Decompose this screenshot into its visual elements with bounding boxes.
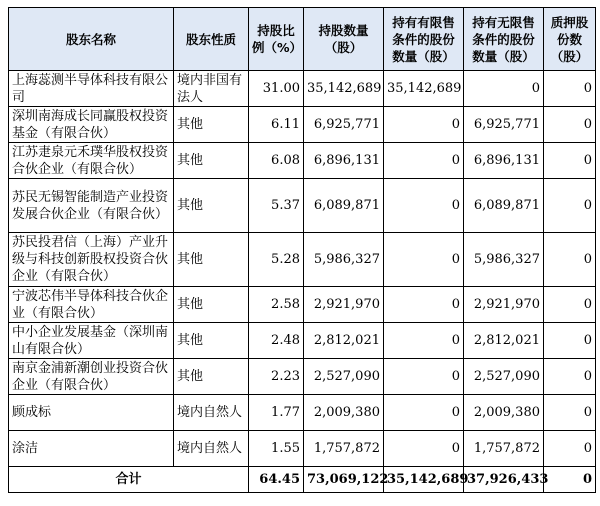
- total-holding-ratio: 64.45: [249, 467, 304, 493]
- table-row: [9, 71, 596, 107]
- pledged-shares: 0: [544, 71, 596, 107]
- table-row: [9, 323, 596, 359]
- holding-ratio: 5.37: [249, 179, 304, 233]
- shareholder-type: 其他: [174, 179, 249, 233]
- pledged-shares: 0: [544, 395, 596, 431]
- restricted-shares: 0: [384, 359, 464, 395]
- restricted-shares: 0: [384, 143, 464, 179]
- shareholder-name: 苏民投君信（上海）产业升级与科技创新股权投资合伙企业（有限合伙）: [9, 233, 174, 287]
- header-shareholder-name: 股东名称: [9, 8, 174, 71]
- share-count: 5,986,327: [304, 233, 384, 287]
- pledged-shares: 0: [544, 143, 596, 179]
- restricted-shares: 0: [384, 107, 464, 143]
- pledged-shares: 0: [544, 107, 596, 143]
- restricted-shares: 0: [384, 431, 464, 467]
- holding-ratio: 2.48: [249, 323, 304, 359]
- shareholder-type: 境内自然人: [174, 431, 249, 467]
- shareholder-name: 江苏疌泉元禾璞华股权投资合伙企业（有限合伙）: [9, 143, 174, 179]
- table-row: [9, 287, 596, 323]
- unrestricted-shares: 6,925,771: [464, 107, 544, 143]
- restricted-shares: 0: [384, 179, 464, 233]
- share-count: 2,921,970: [304, 287, 384, 323]
- restricted-shares: 35,142,689: [384, 71, 464, 107]
- header-pledged-shares: 质押股份数（股）: [544, 8, 596, 71]
- total-label: 合计: [9, 467, 249, 493]
- unrestricted-shares: 2,921,970: [464, 287, 544, 323]
- shareholder-name: 中小企业发展基金（深圳南山有限合伙）: [9, 323, 174, 359]
- pledged-shares: 0: [544, 359, 596, 395]
- pledged-shares: 0: [544, 323, 596, 359]
- shareholder-type: 其他: [174, 323, 249, 359]
- unrestricted-shares: 6,896,131: [464, 143, 544, 179]
- unrestricted-shares: 5,986,327: [464, 233, 544, 287]
- table-row: [9, 107, 596, 143]
- table-row: [9, 359, 596, 395]
- unrestricted-shares: 2,527,090: [464, 359, 544, 395]
- shareholder-type: 境内非国有法人: [174, 71, 249, 107]
- holding-ratio: 1.55: [249, 431, 304, 467]
- unrestricted-shares: 2,812,021: [464, 323, 544, 359]
- pledged-shares: 0: [544, 179, 596, 233]
- shareholder-type: 其他: [174, 107, 249, 143]
- total-share-count: 73,069,122: [304, 467, 384, 493]
- shareholder-name: 上海蕊测半导体科技有限公司: [9, 71, 174, 107]
- holding-ratio: 6.11: [249, 107, 304, 143]
- total-unrestricted-shares: 37,926,433: [464, 467, 544, 493]
- header-shareholder-type: 股东性质: [174, 8, 249, 71]
- holding-ratio: 6.08: [249, 143, 304, 179]
- table-row: [9, 143, 596, 179]
- share-count: 6,089,871: [304, 179, 384, 233]
- shareholder-name: 深圳南海成长同赢股权投资基金（有限合伙）: [9, 107, 174, 143]
- shareholder-type: 其他: [174, 287, 249, 323]
- table-row: [9, 233, 596, 287]
- share-count: 35,142,689: [304, 71, 384, 107]
- shareholder-type: 境内自然人: [174, 395, 249, 431]
- table-row: [9, 431, 596, 467]
- holding-ratio: 2.23: [249, 359, 304, 395]
- total-row: [9, 467, 596, 493]
- shareholder-table: [8, 7, 596, 493]
- header-restricted-shares: 持有有限售条件的股份数量（股）: [384, 8, 464, 71]
- share-count: 6,925,771: [304, 107, 384, 143]
- holding-ratio: 31.00: [249, 71, 304, 107]
- shareholder-name: 顾成标: [9, 395, 174, 431]
- total-pledged-shares: 0: [544, 467, 596, 493]
- share-count: 2,009,380: [304, 395, 384, 431]
- table-row: [9, 179, 596, 233]
- total-restricted-shares: 35,142,689: [384, 467, 464, 493]
- header-holding-ratio: 持股比例（%）: [249, 8, 304, 71]
- table-row: [9, 395, 596, 431]
- shareholder-type: 其他: [174, 143, 249, 179]
- share-count: 6,896,131: [304, 143, 384, 179]
- shareholder-type: 其他: [174, 233, 249, 287]
- holding-ratio: 1.77: [249, 395, 304, 431]
- unrestricted-shares: 0: [464, 71, 544, 107]
- unrestricted-shares: 2,009,380: [464, 395, 544, 431]
- holding-ratio: 2.58: [249, 287, 304, 323]
- pledged-shares: 0: [544, 233, 596, 287]
- unrestricted-shares: 6,089,871: [464, 179, 544, 233]
- share-count: 2,527,090: [304, 359, 384, 395]
- header-unrestricted-shares: 持有无限售条件的股份数量（股）: [464, 8, 544, 71]
- shareholder-name: 南京金浦新潮创业投资合伙企业（有限合伙）: [9, 359, 174, 395]
- shareholder-name: 宁波芯伟半导体科技合伙企业（有限合伙）: [9, 287, 174, 323]
- header-row: [9, 8, 596, 71]
- restricted-shares: 0: [384, 287, 464, 323]
- unrestricted-shares: 1,757,872: [464, 431, 544, 467]
- restricted-shares: 0: [384, 323, 464, 359]
- header-share-count: 持股数量（股）: [304, 8, 384, 71]
- share-count: 2,812,021: [304, 323, 384, 359]
- holding-ratio: 5.28: [249, 233, 304, 287]
- shareholder-type: 其他: [174, 359, 249, 395]
- shareholder-name: 苏民无锡智能制造产业投资发展合伙企业（有限合伙）: [9, 179, 174, 233]
- shareholder-name: 涂洁: [9, 431, 174, 467]
- pledged-shares: 0: [544, 431, 596, 467]
- pledged-shares: 0: [544, 287, 596, 323]
- share-count: 1,757,872: [304, 431, 384, 467]
- restricted-shares: 0: [384, 233, 464, 287]
- restricted-shares: 0: [384, 395, 464, 431]
